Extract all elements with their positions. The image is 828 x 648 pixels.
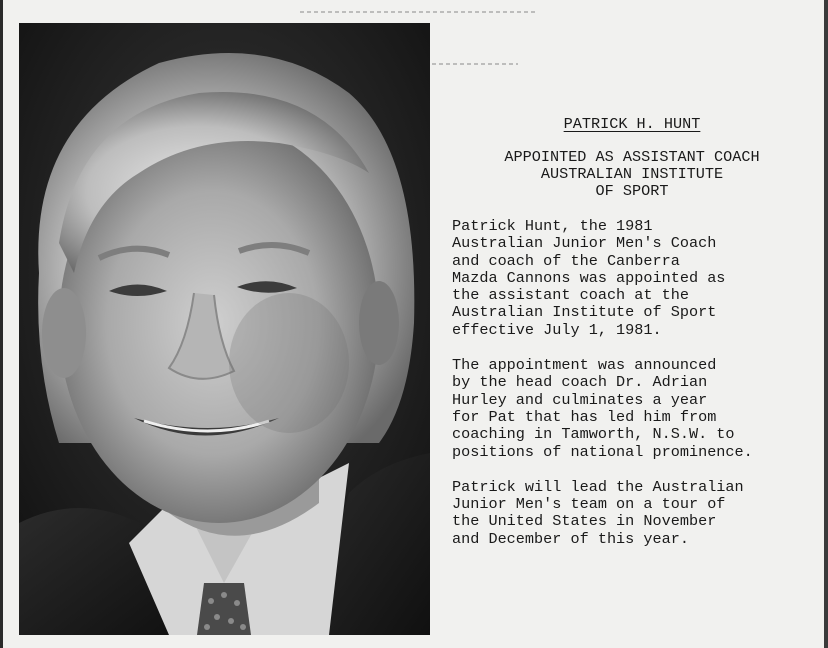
bleed-through-mark <box>300 11 538 13</box>
article-paragraph-2: The appointment was announced by the head coach Dr. Adrian Hurley and culminates a year for Pat that has led him from coaching in Tamworth, N.S.W. to positions of national prominence. <box>452 356 753 461</box>
article-text <box>452 116 812 548</box>
article-subtitle: APPOINTED AS ASSISTANT COACH AUSTRALIAN INSTITUTE OF SPORT <box>504 148 760 200</box>
portrait-photo <box>19 23 430 635</box>
article-title-text: PATRICK H. HUNT <box>563 115 701 133</box>
article-title <box>452 116 812 133</box>
page-edge-left <box>0 0 3 648</box>
bleed-through-mark <box>432 63 518 65</box>
page-edge-right <box>824 0 828 648</box>
article-paragraph-1: Patrick Hunt, the 1981 Australian Junior Men's Coach and coach of the Canberra Mazda Cannons was appointed as the assistant coach at the Australian Institute of Sport effective July 1, 1981. <box>452 217 726 339</box>
portrait-image <box>19 23 430 635</box>
article-paragraph-3: Patrick will lead the Australian Junior Men's team on a tour of the United States in November and December of this year. <box>452 477 744 548</box>
